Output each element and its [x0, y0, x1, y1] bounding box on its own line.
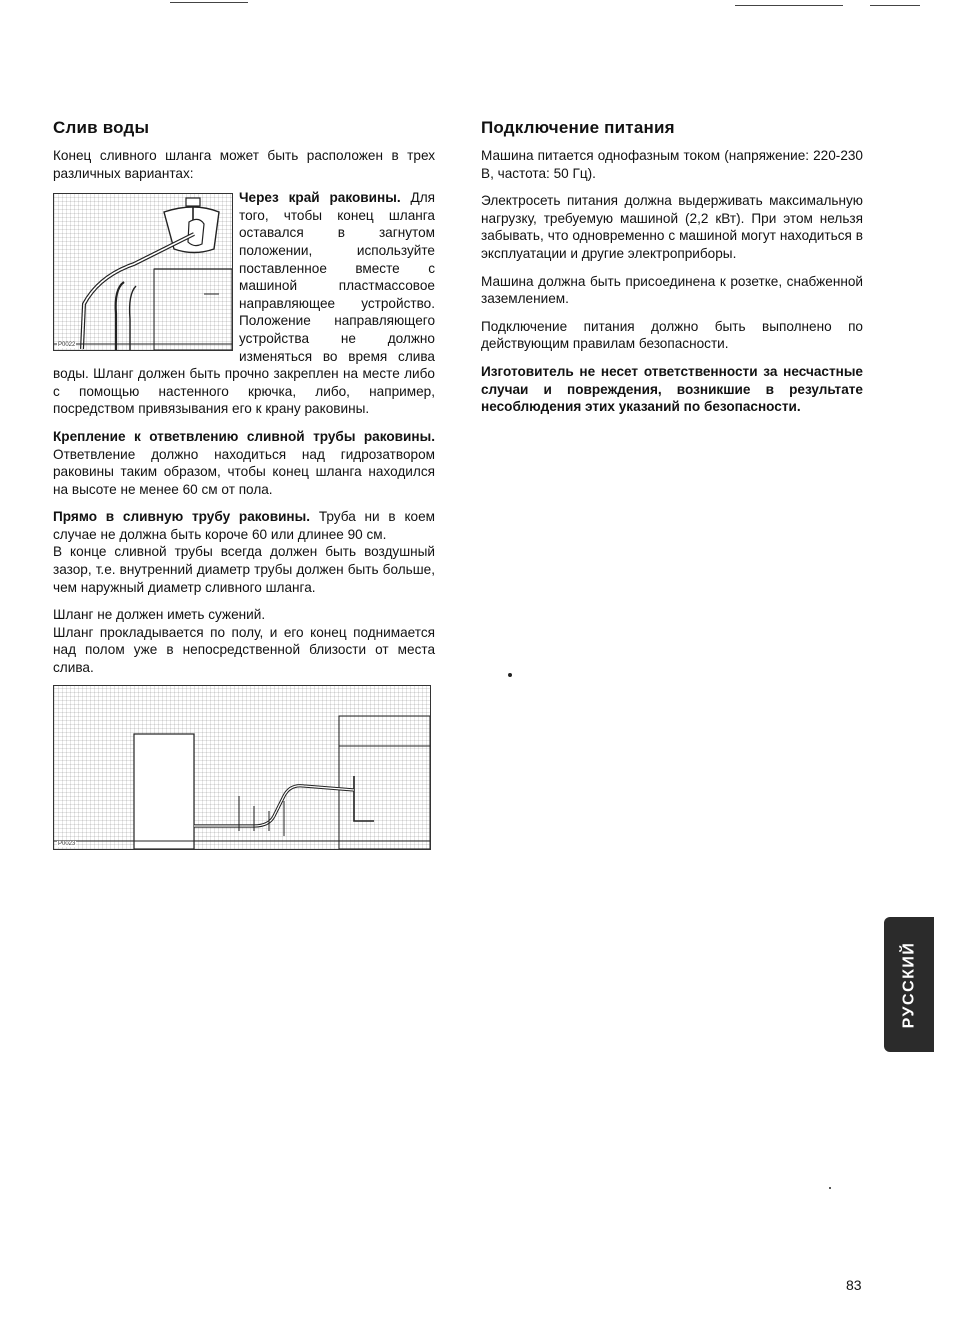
- option1-text: Для того, чтобы конец шланга оставался в загнутом положении, используйте поставленное вместе с машиной пластмассовое направляющее устройство. Положение направляющего устройства не должно изменяться во время слива воды. Шланг должен быть прочно закреплен на месте либо с помощью настенного крючка, либо, например, посредством привязывания его к крану раковины.: [53, 190, 435, 417]
- option-branch-pipe: [53, 428, 435, 498]
- drain-intro: Конец сливного шланга может быть расположен в трех различных вариантах:: [53, 148, 435, 181]
- no-kinks-text: Шланг не должен иметь сужений.: [53, 607, 266, 623]
- option2-text: Ответвление должно находиться над гидрозатвором раковины таким образом, чтобы конец шланга находился на высоте не менее 60 см от пола.: [53, 446, 435, 497]
- top-rule-left: [170, 2, 248, 3]
- option1-title: Через край раковины.: [239, 190, 401, 206]
- air-gap-text: В конце сливной трубы всегда должен быть воздушный зазор, т.е. внутренний диаметр трубы должен быть больше, чем наружный диаметр сливного шланга.: [53, 544, 435, 595]
- power-section: [481, 118, 863, 416]
- page-number: 83: [846, 1277, 862, 1293]
- power-p3: Машина должна быть присоединена к розетке, снабженной заземлением.: [481, 273, 863, 307]
- floor-laying-text: Шланг прокладывается по полу, и его конец поднимается над полом уже в непосредственной близости от места слива.: [53, 624, 435, 676]
- power-p2: Электросеть питания должна выдерживать максимальную нагрузку, требуемую машиной (2,2 кВт). При этом нельзя забывать, что одновременно с машиной могут находиться в эксплуатации и другие электроприборы.: [481, 193, 863, 261]
- option-direct-pipe: [53, 508, 435, 543]
- option3-text: Труба ни в коем случае не должна быть короче 60 или длинее 90 см.: [53, 509, 436, 542]
- sink-hose-illustration: [53, 193, 233, 351]
- power-heading: Подключение питания: [481, 118, 675, 137]
- drain-heading: Слив воды: [53, 118, 150, 137]
- sink-hose-drawing: [54, 194, 232, 350]
- power-p1: Машина питается однофазным током (напряжение: 220-230 В, частота: 50 Гц).: [481, 148, 863, 181]
- language-tab: [884, 917, 934, 1052]
- floor-hose-drawing: [54, 686, 430, 849]
- figure-code-2: P0023: [58, 840, 76, 847]
- power-p4: Подключение питания должно быть выполнено по действующим правилам безопасности.: [481, 318, 863, 352]
- floor-hose-illustration: [53, 685, 431, 850]
- option-over-sink: [53, 189, 435, 418]
- top-rule-far-right: [870, 5, 920, 6]
- option2-title: Крепление к ответвлению сливной трубы раковины.: [53, 428, 435, 444]
- print-dot-2: [829, 1187, 831, 1189]
- language-label: РУССКИЙ: [900, 941, 918, 1028]
- option3-title: Прямо в сливную трубу раковины.: [53, 509, 311, 525]
- top-rule-right: [735, 5, 843, 6]
- safety-warning: Изготовитель не несет ответственности за несчастные случаи и повреждения, возникшие в результате несоблюдения этих указаний по безопасности.: [481, 363, 863, 415]
- figure-code: P0022: [58, 342, 76, 349]
- drain-section: [53, 118, 435, 850]
- print-dot: [508, 673, 512, 677]
